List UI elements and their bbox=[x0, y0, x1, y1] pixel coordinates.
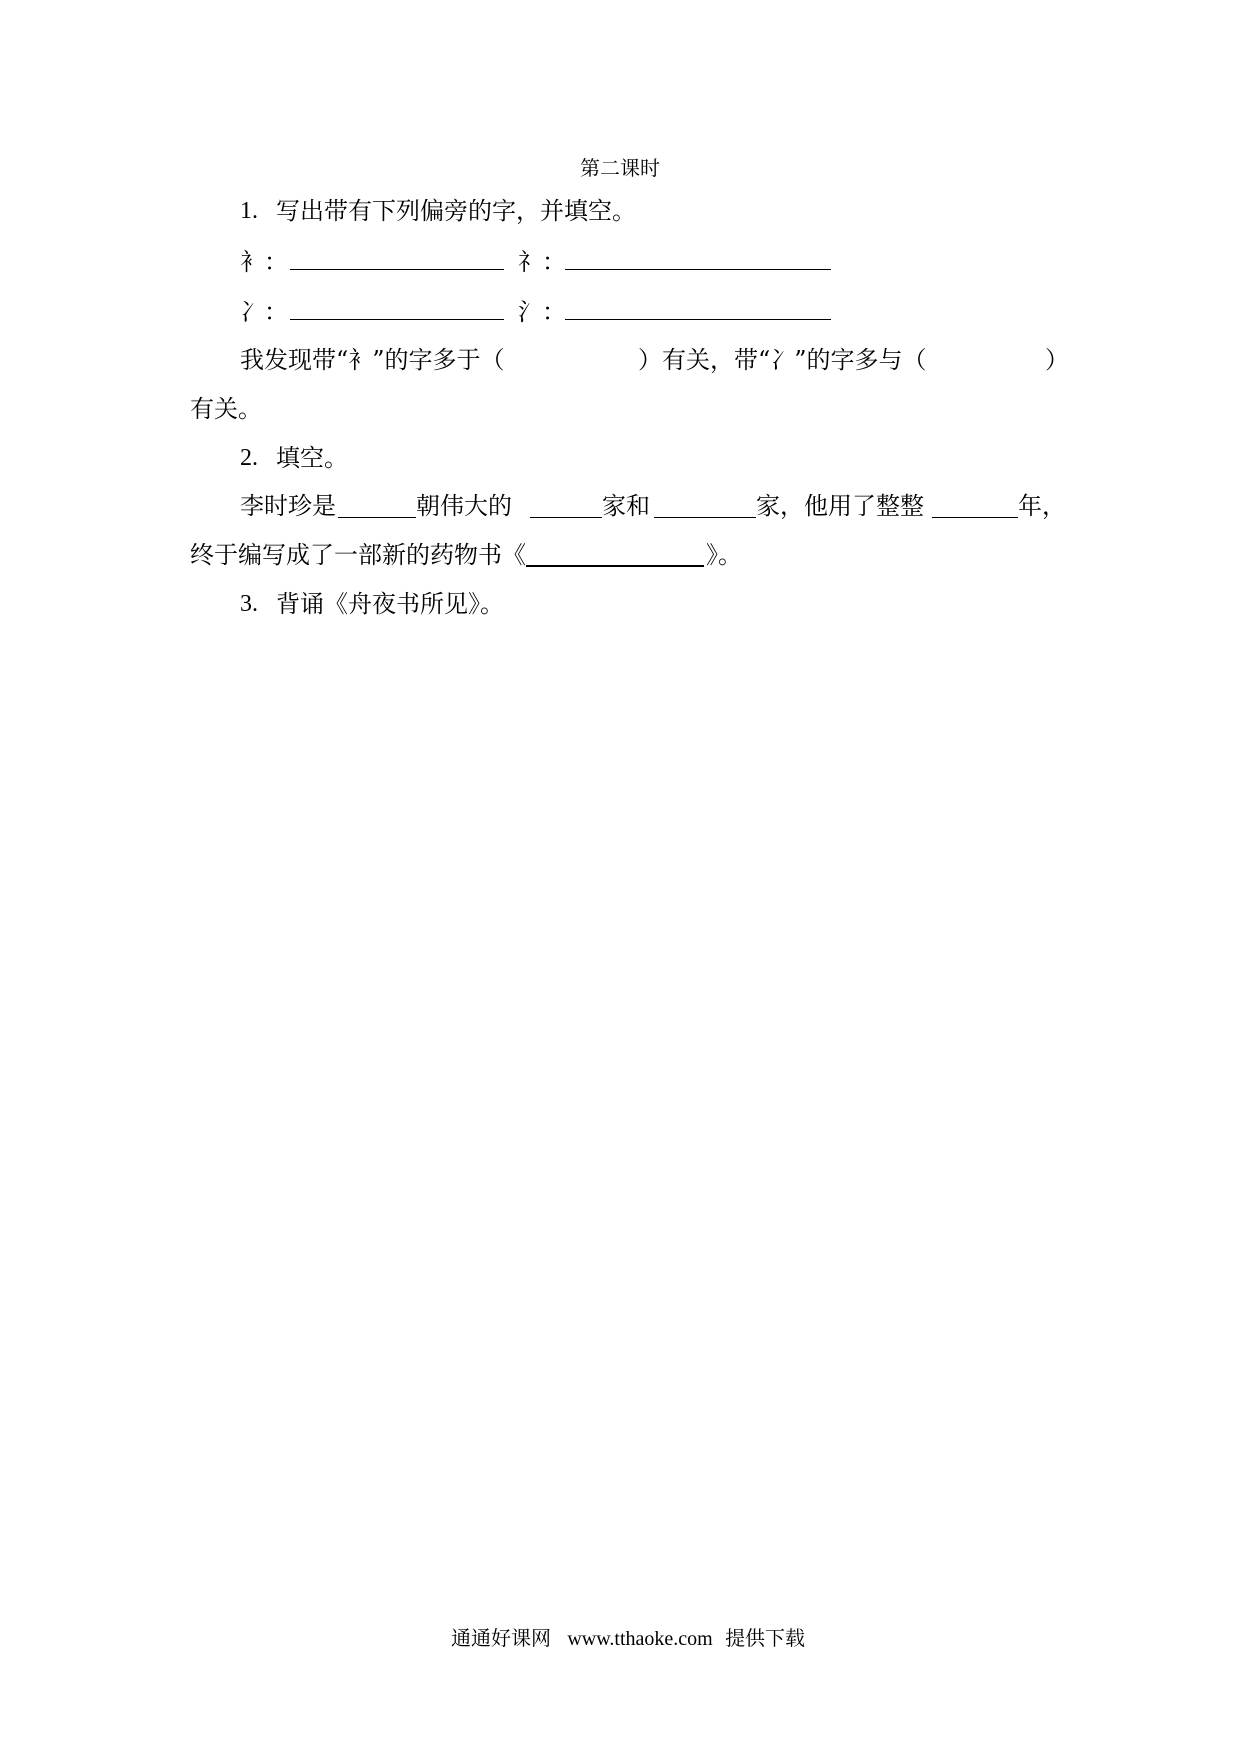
q1-sentence-line2: 有关。 bbox=[190, 395, 262, 423]
footer-url[interactable]: www.tthaoke.com bbox=[567, 1628, 713, 1650]
answer-blank[interactable] bbox=[932, 517, 1018, 518]
footer-site: 通通好课网 bbox=[451, 1626, 551, 1650]
q2-seg1: 李时珍是 bbox=[240, 492, 336, 520]
q1-sentence-part3: ） bbox=[1045, 346, 1069, 374]
footer bbox=[451, 1628, 805, 1649]
radical-label-shui: 氵： bbox=[518, 298, 566, 326]
answer-blank[interactable] bbox=[530, 517, 602, 518]
answer-blank[interactable] bbox=[526, 565, 704, 567]
q2-prompt: 填空。 bbox=[276, 444, 348, 472]
q3-prompt: 背诵《舟夜书所见》。 bbox=[276, 590, 504, 618]
q2-seg2: 朝伟大的 bbox=[416, 492, 512, 520]
answer-blank[interactable] bbox=[290, 319, 504, 320]
radical-label-shi: 礻： bbox=[518, 248, 566, 276]
q1-sentence-part1: 我发现带“衤”的字多于（ bbox=[240, 346, 505, 374]
q2-line2-b: 》。 bbox=[706, 541, 742, 569]
q2-seg5: 年， bbox=[1018, 492, 1066, 520]
answer-blank[interactable] bbox=[338, 517, 416, 518]
q3-number: 3. bbox=[240, 591, 258, 617]
q1-number: 1. bbox=[240, 198, 258, 224]
radical-label-yi: 衤： bbox=[240, 248, 288, 276]
q2-seg4: 家，他用了整整 bbox=[756, 492, 924, 520]
q2-seg3: 家和 bbox=[602, 492, 650, 520]
answer-blank[interactable] bbox=[565, 319, 831, 320]
q1-sentence-part2: ）有关，带“冫”的字多与（ bbox=[638, 346, 927, 374]
q1-prompt: 写出带有下列偏旁的字，并填空。 bbox=[276, 197, 636, 225]
q2-line2-a: 终于编写成了一部新的药物书《 bbox=[190, 541, 526, 569]
page-title: 第二课时 bbox=[580, 156, 660, 180]
radical-label-bing: 冫： bbox=[240, 298, 288, 326]
footer-tail: 提供下载 bbox=[725, 1626, 806, 1650]
answer-blank[interactable] bbox=[654, 517, 756, 518]
q2-number: 2. bbox=[240, 445, 258, 471]
answer-blank[interactable] bbox=[290, 269, 504, 270]
answer-blank[interactable] bbox=[565, 269, 831, 270]
